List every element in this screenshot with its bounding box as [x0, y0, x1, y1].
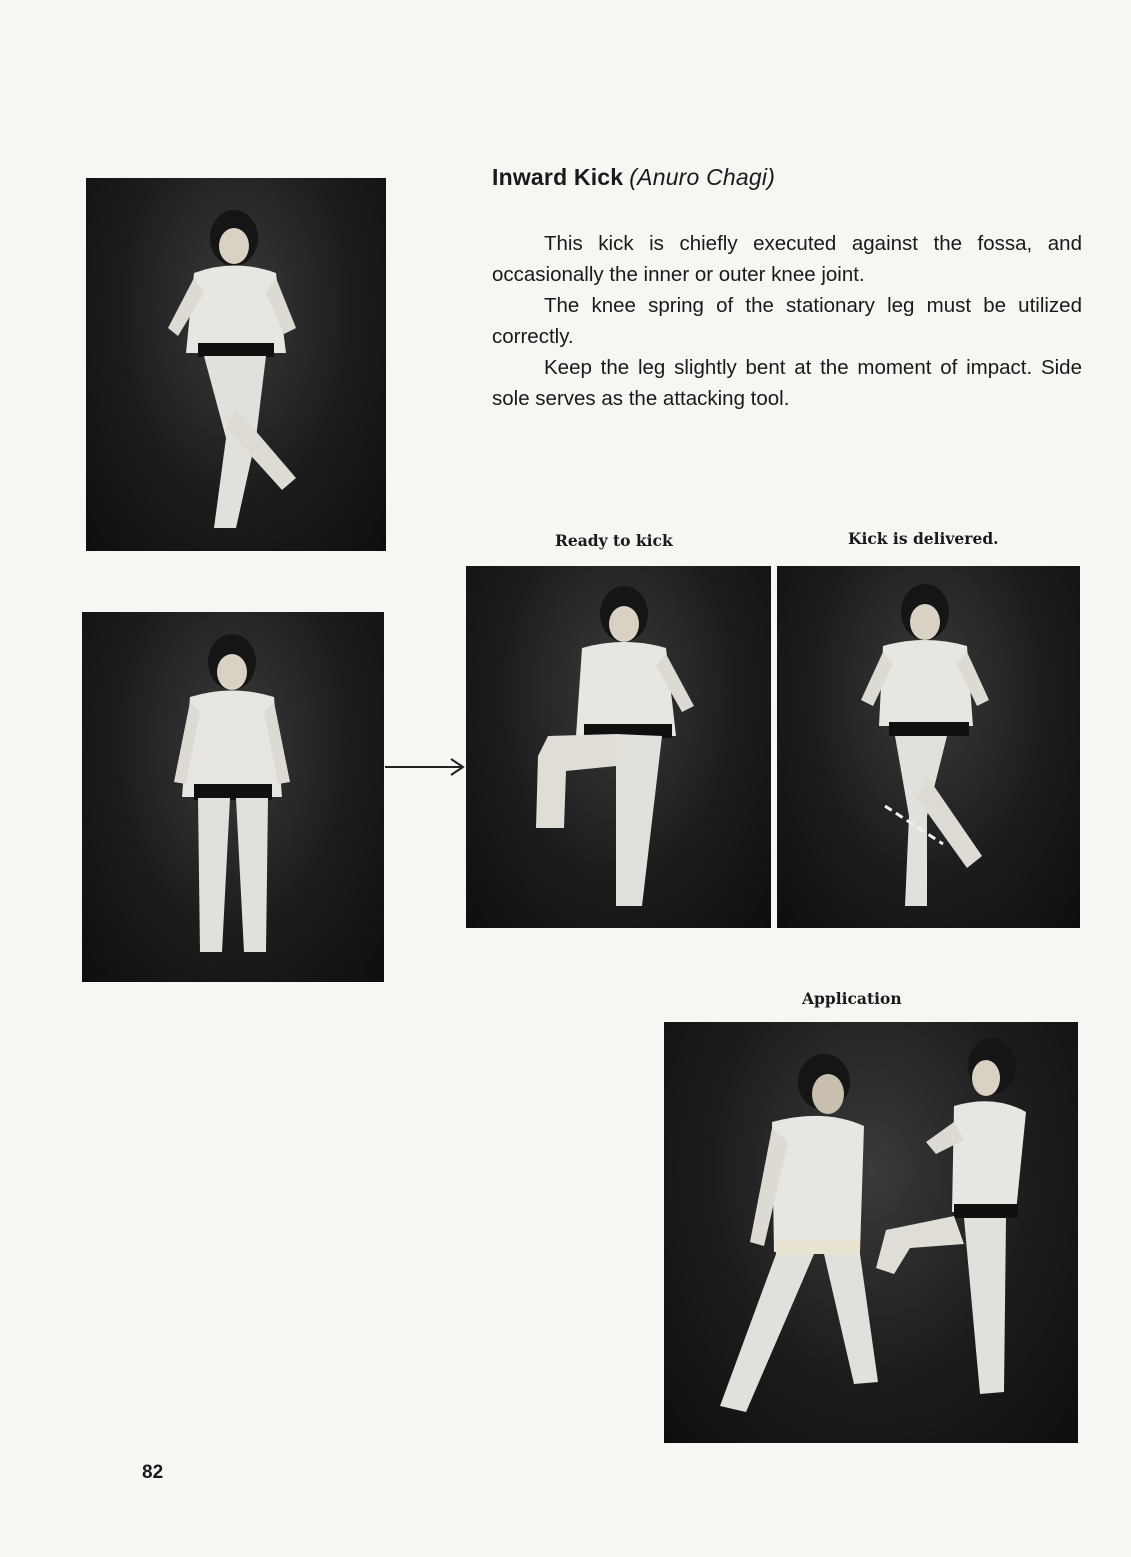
paragraph: The knee spring of the stationary leg must be utilized correctly. [492, 294, 1082, 348]
section-heading [492, 164, 775, 191]
arrow-right-icon [385, 752, 467, 782]
heading-subtitle: (Anuro Chagi) [629, 164, 776, 190]
body-text [492, 228, 1082, 414]
caption-application: Application [802, 989, 902, 1008]
paragraph: This kick is chiefly executed against the fossa, and occasionally the inner or outer knee joint. [492, 232, 1082, 286]
photo-application [664, 1022, 1078, 1443]
photo-ready-to-kick [466, 566, 771, 928]
paragraph: Keep the leg slightly bent at the moment of impact. Side sole serves as the attacking tool. [492, 356, 1082, 410]
heading-title: Inward Kick [492, 164, 624, 190]
figure-illustration [86, 178, 386, 551]
figure-illustration [466, 566, 771, 928]
figure-illustration [82, 612, 384, 982]
figure-illustration [777, 566, 1080, 928]
caption-ready: Ready to kick [555, 531, 673, 550]
caption-delivered: Kick is delivered. [848, 529, 999, 548]
photo-ready-stance [82, 612, 384, 982]
photo-inward-kick-stance [86, 178, 386, 551]
figure-illustration [664, 1022, 1078, 1443]
photo-kick-delivered [777, 566, 1080, 928]
page-number: 82 [142, 1462, 164, 1483]
